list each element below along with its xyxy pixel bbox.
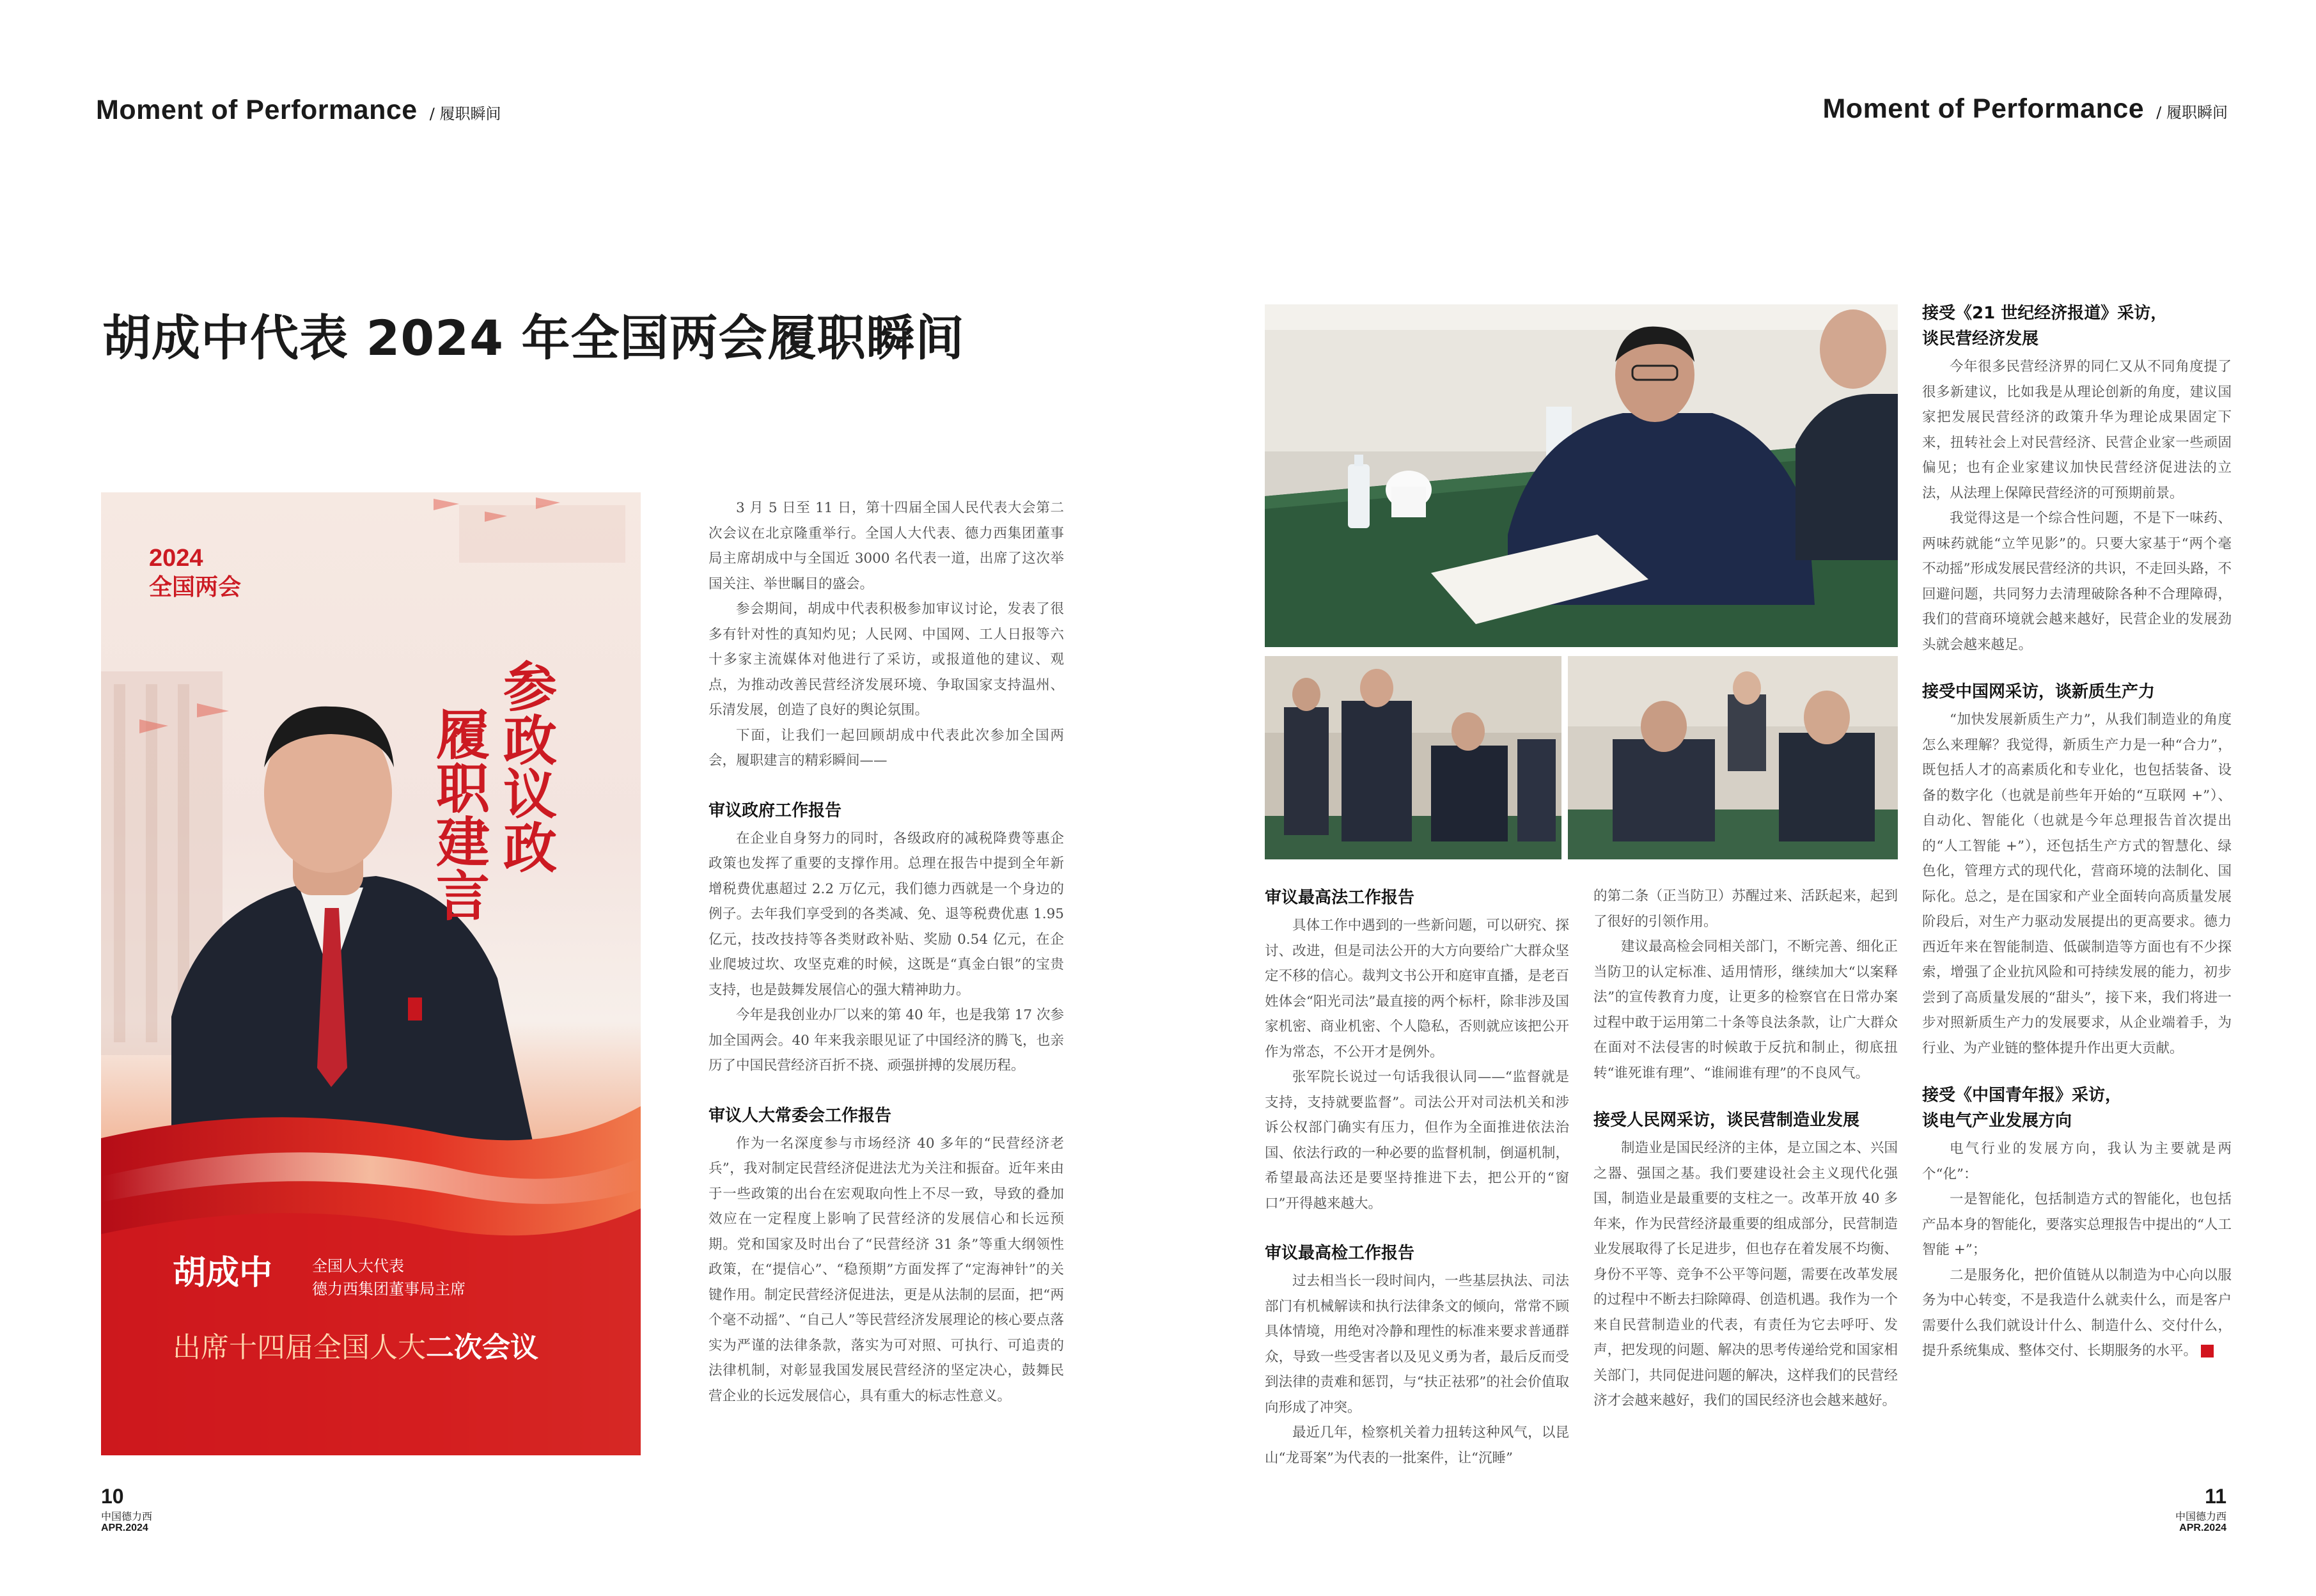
left-header bbox=[96, 95, 501, 126]
body-paragraph: 作为一名深度参与市场经济 40 多年的“民营经济老兵”，我对制定民营经济促进法尤为关注和振奋。近年来由于一些政策的出台在宏观取向性上不尽一致，导致的叠加效应在一定程度上影响了民营经济的发展信心和长远预期。党和国家及时出台了“民营经济 31 条”等重大纲领性政策，在“提信心”、“稳预期”方面发挥了“定海神针”的关键作用。制定民营经济促进法，更是从法制的层面，把“两个毫不动摇”、“自己人”等民营经济发展理论的核心要点落实为严谨的法律条款，落实为可对照、可执行、可追责的法律机制，对彰显我国发展民营经济的坚定决心，鼓舞民营企业的长远发展信心，具有重大的标志性意义。 bbox=[708, 1135, 1064, 1404]
magazine-name: 中国德力西 bbox=[2175, 1510, 2226, 1522]
page-title: 胡成中代表 2024 年全国两会履职瞬间 bbox=[102, 309, 965, 366]
calligraphy-col1: 参政议政 bbox=[494, 659, 558, 873]
calligraphy-col2: 履职建言 bbox=[427, 707, 491, 921]
page-number: 10 bbox=[101, 1485, 124, 1508]
body-paragraph: “加快发展新质生产力”，从我们制造业的角度怎么来理解？我觉得，新质生产力是一种“合力”，既包括人才的高素质化和专业化，也包括装备、设备的数字化（也就是前些年开始的“互联网 +”）、自动化、智能化（也就是今年总理报告首次提出的“人工智能 +”），还包括生产方式的智慧化、绿色化，管理方式的现代化，营商环境的法制化、国际化。总之，是在国家和产业全面转向高质量发展阶段后，对生产力驱动发展提出的更高要求。德力西近年来在智能制造、低碳制造等方面也有不少探索，增强了企业抗风险和可持续发展的能力，初步尝到了高质量发展的“甜头”，接下来，我们将进一步对照新质生产力的发展要求，从企业端着手，为行业、为产业链的整体提升作出更大贡献。 bbox=[1922, 712, 2232, 1056]
column-3 bbox=[1593, 884, 1898, 1414]
meeting-photo-small-right bbox=[1568, 656, 1898, 859]
body-paragraph: 制造业是国民经济的主体，是立国之本、兴国之器、强国之基。我们要建设社会主义现代化强国，制造业是最重要的支柱之一。改革开放 40 多年来，作为民营经济最重要的组成部分，民营制造业发展取得了长足进步，但也存在着发展不均衡、身份不平等、竞争不公平等问题，需要在改革发展的过程中不断去扫除障碍、创造机遇。我作为一个来自民营制造业的代表，有责任为它去呼吁、发声，把发现的问题、解决的思考传递给党和国家相关部门，共同促进问题的解决，这样我们的民营经济才会越来越好，我们的国民经济也会越来越好。 bbox=[1593, 1140, 1898, 1409]
poster-graphic bbox=[101, 492, 641, 1455]
poster-name: 胡成中 bbox=[173, 1254, 273, 1292]
issue-date: APR.2024 bbox=[2179, 1522, 2226, 1533]
section-heading: 审议最高法工作报告 bbox=[1265, 888, 1415, 907]
body-paragraph: 今年很多民营经济界的同仁又从不同角度提了很多新建议，比如我是从理论创新的角度，建议国家把发展民营经济的政策升华为理论成果固定下来，扭转社会上对民营经济、民营企业家一些顽固偏见；也有企业家建议加快民营经济促进法的立法，从法理上保障民营经济的可预期前景。 bbox=[1922, 359, 2232, 501]
section-heading: 接受中国网采访，谈新质生产力 bbox=[1922, 682, 2156, 701]
section-heading-line: 接受《21 世纪经济报道》采访， bbox=[1922, 304, 2168, 323]
header-title-cn: / 履职瞬间 bbox=[2156, 104, 2228, 121]
section-heading-line: 谈电气产业发展方向 bbox=[1922, 1111, 2072, 1130]
section-heading: 审议政府工作报告 bbox=[708, 801, 842, 820]
poster-event: 全国两会 bbox=[149, 574, 242, 600]
page-number: 11 bbox=[2205, 1485, 2226, 1508]
body-paragraph: 电气行业的发展方向，我认为主要就是两个“化”： bbox=[1922, 1141, 2232, 1182]
column-1 bbox=[708, 496, 1064, 1409]
meeting-photo-small-left bbox=[1265, 656, 1561, 859]
section-heading-line: 接受《中国青年报》采访， bbox=[1922, 1086, 2122, 1105]
body-paragraph: 的第二条（正当防卫）苏醒过来、活跃起来，起到了很好的引领作用。 bbox=[1593, 888, 1898, 930]
section-heading: 接受人民网采访，谈民营制造业发展 bbox=[1593, 1111, 1860, 1130]
meeting-photo-main bbox=[1265, 304, 1898, 647]
column-2 bbox=[1265, 885, 1569, 1471]
poster-tagline: 出席十四届全国人大二次会议 bbox=[173, 1331, 538, 1364]
body-paragraph: 今年是我创业办厂以来的第 40 年，也是我第 17 次参加全国两会。40 年来我亲眼见证了中国经济的腾飞，也亲历了中国民营经济百折不挠、顽强拼搏的发展历程。 bbox=[708, 1007, 1064, 1074]
section-heading: 审议最高检工作报告 bbox=[1265, 1244, 1415, 1263]
body-paragraph: 一是智能化，包括制造方式的智能化，也包括产品本身的智能化，要落实总理报告中提出的“人工智能 +”； bbox=[1922, 1191, 2232, 1258]
poster-image bbox=[101, 492, 641, 1455]
body-paragraph bbox=[1922, 1263, 2237, 1364]
closing-text: 二是服务化，把价值链从以制造为中心向以服务为中心转变，不是我造什么就卖什么，而是客户需要什么我们就设计什么、制造什么、交付什么，提升系统集成、整体交付、长期服务的水平。 bbox=[1922, 1267, 2232, 1359]
header-title-cn: / 履职瞬间 bbox=[429, 105, 501, 123]
right-footer bbox=[2175, 1485, 2226, 1534]
section-heading-line: 谈民营经济发展 bbox=[1922, 329, 2039, 348]
body-paragraph: 建议最高检会同相关部门，不断完善、细化正当防卫的认定标准、适用情形，继续加大“以案释法”的宣传教育力度，让更多的检察官在日常办案过程中敢于运用第二十条等良法条款，让广大群众在面对不法侵害的时候敢于反抗和制止，彻底扭转“谁死谁有理”、“谁闹谁有理”的不良风气。 bbox=[1593, 939, 1898, 1081]
body-paragraph: 过去相当长一段时间内，一些基层执法、司法部门有机械解读和执行法律条文的倾向，常常不顾具体情境，用绝对冷静和理性的标准来要求普通群众，导致一些受害者以及见义勇为者，最后反而受到法律的责难和惩罚，与“扶正祛邪”的社会价值取向形成了冲突。 bbox=[1265, 1273, 1569, 1416]
poster-role1: 全国人大代表 bbox=[312, 1257, 404, 1275]
body-paragraph: 在企业自身努力的同时，各级政府的减税降费等惠企政策也发挥了重要的支撑作用。总理在报告中提到全年新增税费优惠超过 2.2 万亿元，我们德力西就是一个身边的例子。去年我们享受到的各类减、免、退等税费优惠 1.95 亿元，技改技持等各类财政补贴、奖励 0.54 亿元，在企业爬坡过坎、攻坚克难的时候，这既是“真金白银”的宝贵支持，也是鼓舞发展信心的强大精神助力。 bbox=[708, 830, 1064, 998]
poster-year: 2024 bbox=[149, 545, 203, 572]
body-paragraph: 张军院长说过一句话我很认同——“监督就是支持，支持就要监督”。司法公开对司法机关和涉诉公权部门确实有压力，但作为全面推进依法治国、依法行政的一种必要的监督机制，倒逼机制，希望最高法还是要坚持推进下去，把公开的“窗口”开得越来越大。 bbox=[1265, 1069, 1569, 1212]
intro-paragraph: 参会期间，胡成中代表积极参加审议讨论，发表了很多有针对性的真知灼见；人民网、中国网、工人日报等六十多家主流媒体对他进行了采访，或报道他的建议、观点，为推动改善民营经济发展环境、争取国家支持温州、乐清发展，创造了良好的舆论氛围。 bbox=[708, 601, 1064, 718]
header-title-en: Moment of Performance bbox=[96, 95, 418, 125]
magazine-name: 中国德力西 bbox=[101, 1510, 153, 1522]
intro-paragraph: 下面，让我们一起回顾胡成中代表此次参加全国两会，履职建言的精彩瞬间—— bbox=[708, 727, 1064, 769]
section-heading bbox=[1922, 301, 2232, 352]
header-title-en: Moment of Performance bbox=[1822, 93, 2145, 124]
issue-date: APR.2024 bbox=[101, 1522, 148, 1533]
section-heading bbox=[1922, 1083, 2232, 1134]
poster-role2: 德力西集团董事局主席 bbox=[312, 1280, 466, 1298]
body-paragraph: 我觉得这是一个综合性问题，不是下一味药、两味药就能“立竿见影”的。只要大家基于“两个毫不动摇”形成发展民营经济的共识，不走回头路，不回避问题，共同努力去清理破除各种不合理障碍，我们的营商环境就会越来越好，民营企业的发展劲头就会越来越足。 bbox=[1922, 510, 2232, 653]
body-paragraph: 最近几年，检察机关着力扭转这种风气，以昆山“龙哥案”为代表的一批案件，让“沉睡” bbox=[1265, 1425, 1569, 1466]
end-mark-icon: D bbox=[2201, 1345, 2214, 1357]
section-heading: 审议人大常委会工作报告 bbox=[708, 1106, 892, 1125]
column-4 bbox=[1922, 301, 2237, 1364]
right-header bbox=[1822, 93, 2228, 125]
body-paragraph: 具体工作中遇到的一些新问题，可以研究、探讨、改进，但是司法公开的大方向要给广大群众坚定不移的信心。裁判文书公开和庭审直播，是老百姓体会“阳光司法”最直接的两个标杆，除非涉及国家机密、商业机密、个人隐私，否则就应该把公开作为常态，不公开才是例外。 bbox=[1265, 918, 1569, 1060]
intro-paragraph: 3 月 5 日至 11 日，第十四届全国人民代表大会第二次会议在北京隆重举行。全国人大代表、德力西集团董事局主席胡成中与全国近 3000 名代表一道，出席了这次举国关注、举世瞩目的盛会。 bbox=[708, 500, 1064, 592]
left-footer bbox=[101, 1485, 152, 1534]
